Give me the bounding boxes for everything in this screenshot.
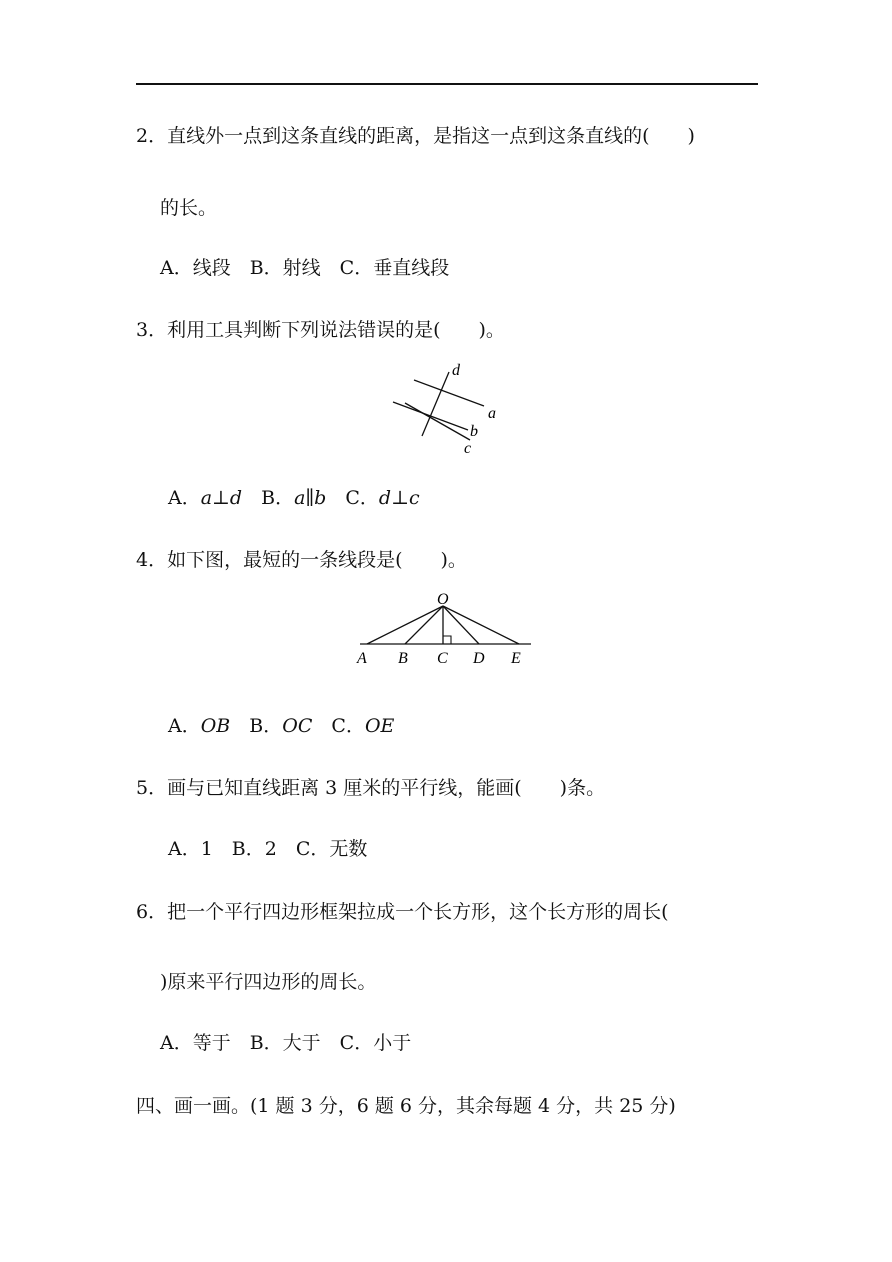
q3-option-c-prefix: C． <box>345 487 379 509</box>
q3-option-b: a∥b <box>294 487 327 509</box>
q4-stem: 4．如下图，最短的一条线段是( )。 <box>136 549 467 571</box>
q4-option-a: OB <box>200 715 231 737</box>
line-c <box>405 403 470 440</box>
q5-options: A．1 B．2 C．无数 <box>168 838 368 860</box>
line-a <box>414 380 484 406</box>
q4-option-b-prefix: B． <box>249 715 283 737</box>
q6-stem-line2: )原来平行四边形的周长。 <box>160 971 377 993</box>
q3-lines-figure <box>388 360 508 460</box>
label-c: c <box>464 440 472 457</box>
q2-stem-line2: 的长。 <box>160 197 218 219</box>
q3-option-a: a⊥d <box>200 487 243 509</box>
label-e: E <box>511 650 521 667</box>
q6-stem-line1: 6．把一个平行四边形框架拉成一个长方形，这个长方形的周长( <box>136 901 669 923</box>
label-a: a <box>488 405 496 422</box>
q3-option-a-prefix: A． <box>168 487 201 509</box>
line-b <box>393 402 468 430</box>
label-a: A <box>357 650 367 667</box>
section-4-title: 四、画一画。(1 题 3 分，6 题 6 分，其余每题 4 分，共 25 分) <box>136 1095 676 1117</box>
q6-options: A．等于 B．大于 C．小于 <box>160 1032 412 1054</box>
label-b: b <box>470 423 478 440</box>
q4-segments-figure <box>355 590 535 670</box>
q2-stem-line1: 2．直线外一点到这条直线的距离，是指这一点到这条直线的( ) <box>136 125 695 147</box>
label-c: C <box>437 650 448 667</box>
q4-option-b: OC <box>282 715 313 737</box>
label-d: d <box>452 362 460 379</box>
right-angle-mark <box>443 636 451 644</box>
segment-od <box>443 606 479 644</box>
q3-stem: 3．利用工具判断下列说法错误的是( )。 <box>136 319 505 341</box>
q4-option-c: OE <box>364 715 395 737</box>
q2-options: A．线段 B．射线 C．垂直线段 <box>160 257 450 279</box>
q4-option-c-prefix: C． <box>331 715 365 737</box>
header-rule <box>136 83 758 85</box>
label-b: B <box>398 650 408 667</box>
segment-ob <box>405 606 443 644</box>
label-d: D <box>473 650 485 667</box>
q5-stem: 5．画与已知直线距离 3 厘米的平行线，能画( )条。 <box>136 777 606 799</box>
q4-option-a-prefix: A． <box>168 715 201 737</box>
q3-option-b-prefix: B． <box>261 487 295 509</box>
label-o: O <box>437 591 449 608</box>
q4-options <box>168 714 394 738</box>
segment-oe <box>443 606 519 644</box>
segment-oa <box>367 606 443 644</box>
q3-options <box>168 486 420 510</box>
q3-option-c: d⊥c <box>378 487 420 509</box>
